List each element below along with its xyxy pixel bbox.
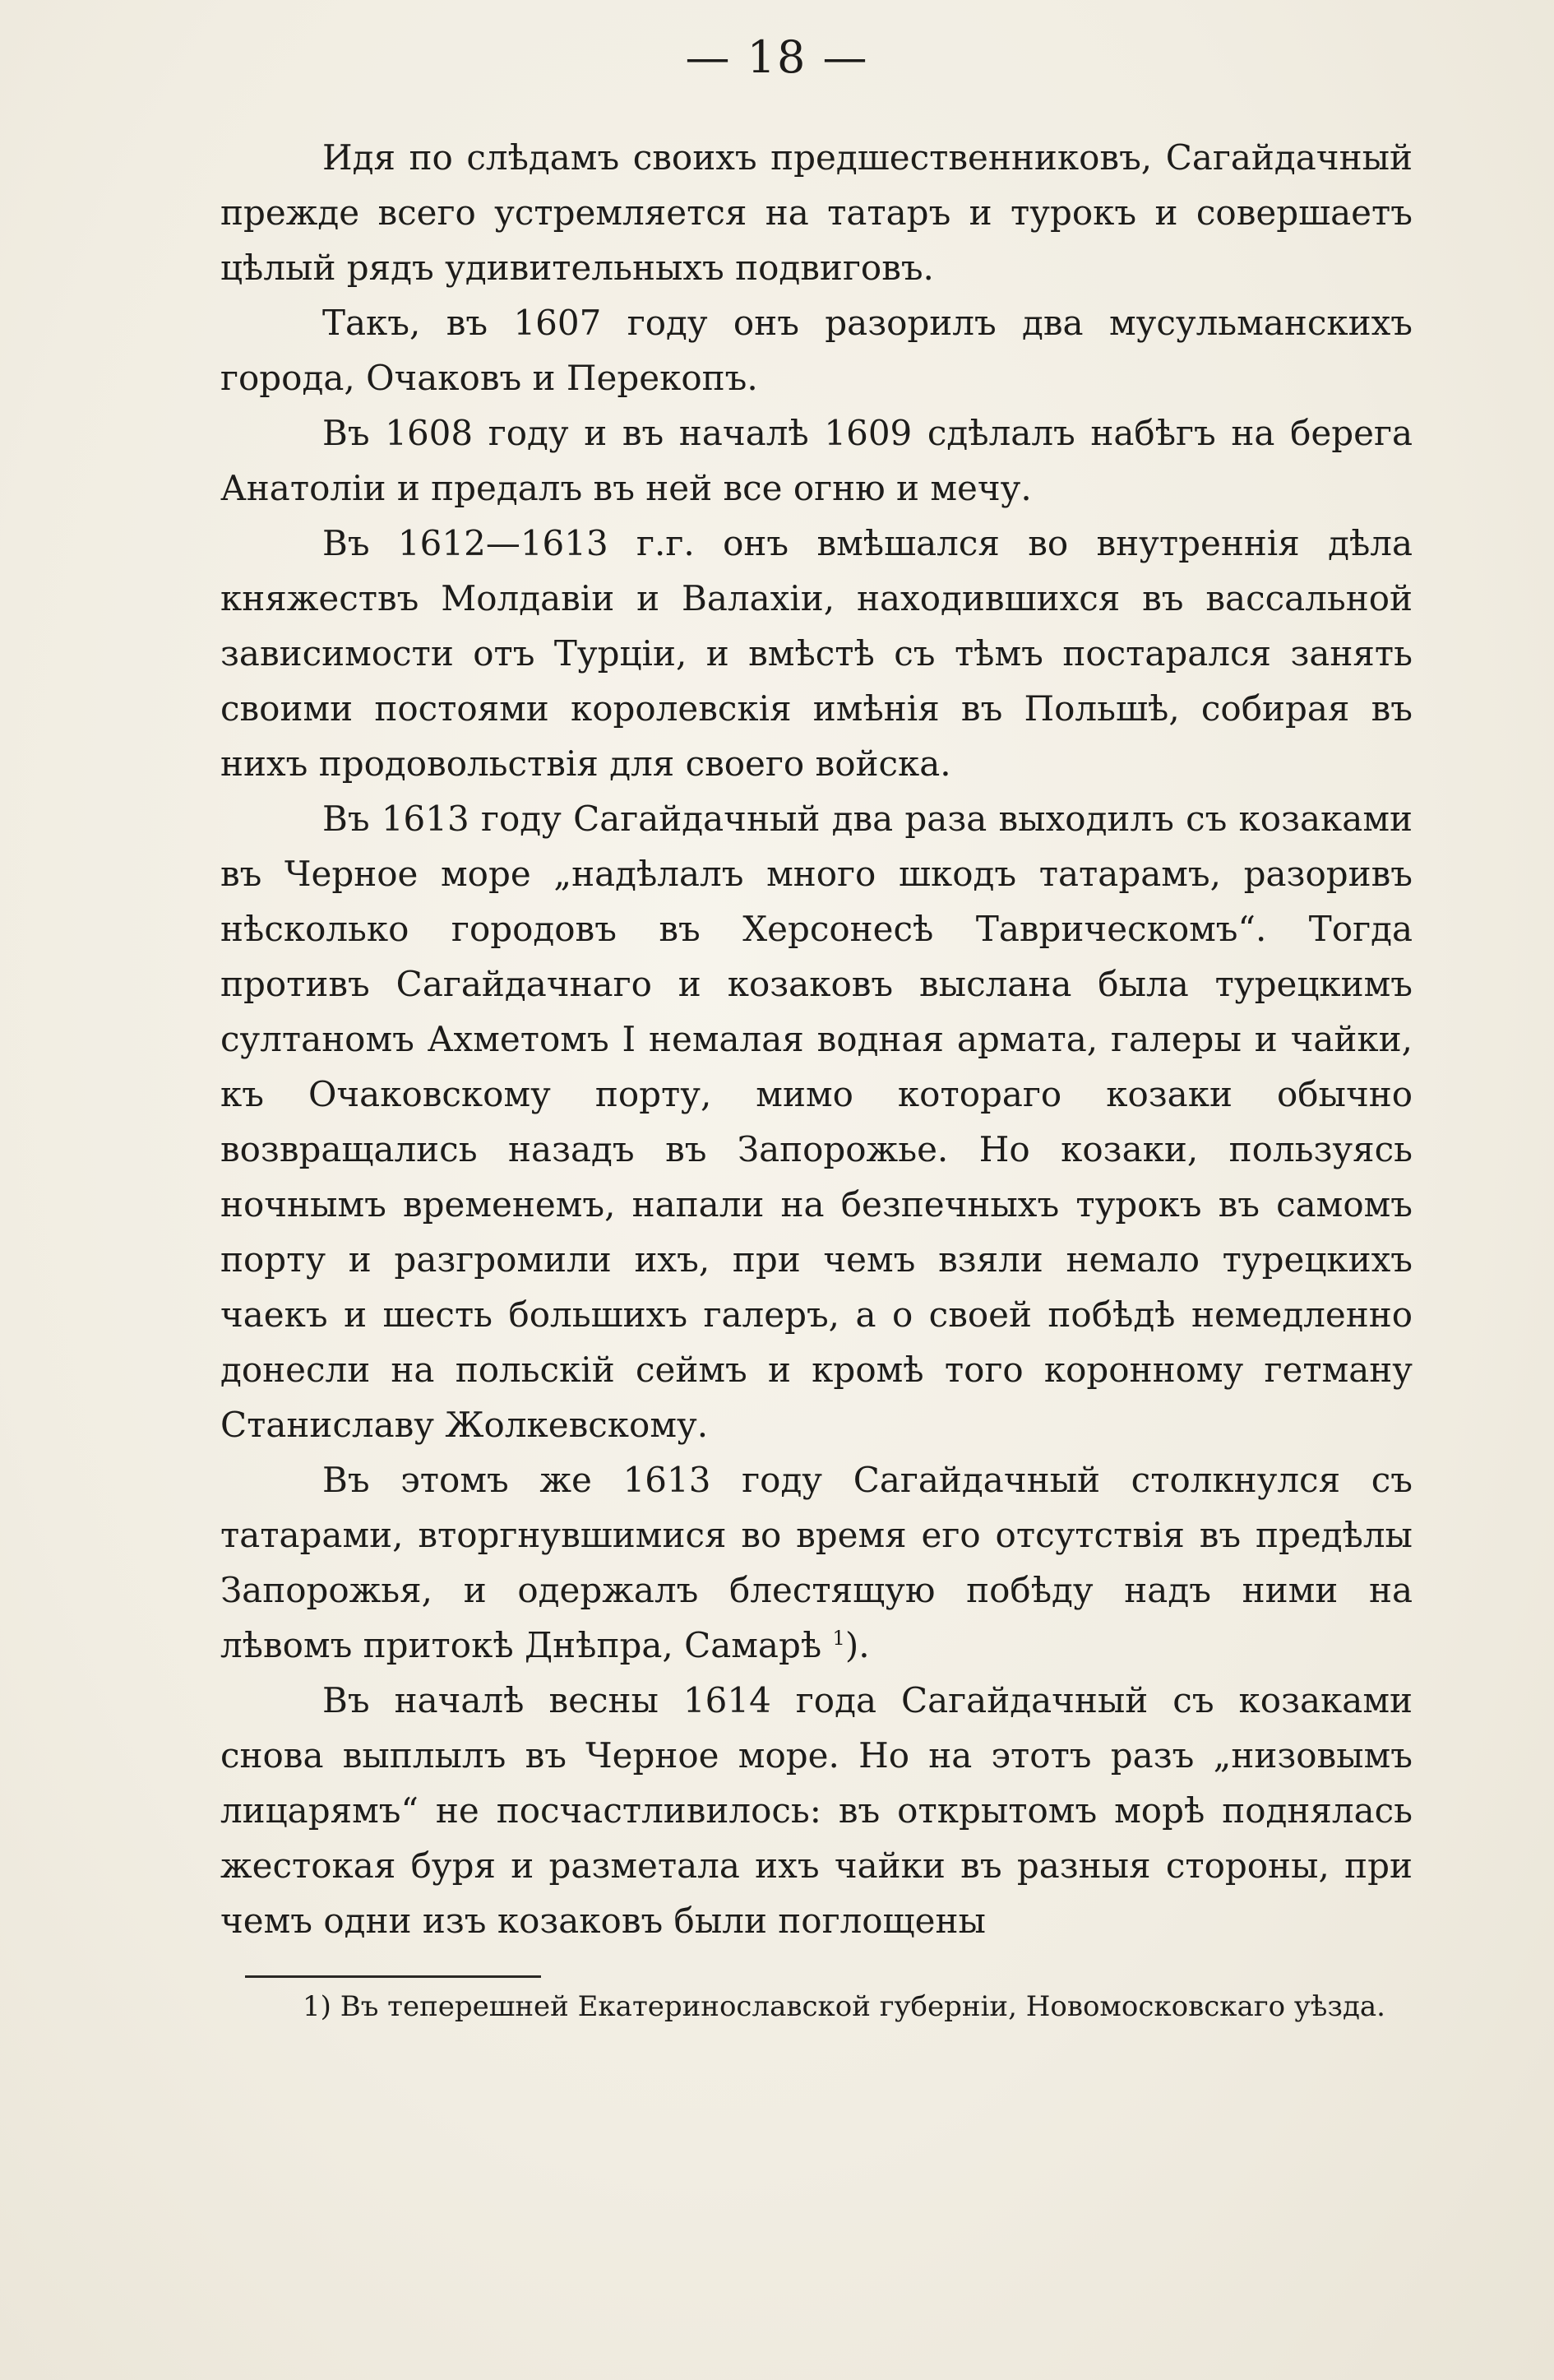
footnote: [303, 1982, 1413, 2031]
body-text: [220, 130, 1413, 1948]
footnote-divider: [245, 1975, 541, 1978]
paragraph-4: Въ 1612—1613 г.г. онъ вмѣшался во внутреннія дѣла княжествъ Молдавіи и Валахіи, находившихся въ вассальной зависимости отъ Турціи, и вмѣстѣ съ тѣмъ постарался занять своими постоями королевскія имѣнія въ Польшѣ, собирая въ нихъ продовольствія для своего войска.: [220, 523, 1413, 784]
paragraph-2: Такъ, въ 1607 году онъ разорилъ два мусульманскихъ города, Очаковъ и Перекопъ.: [220, 303, 1413, 398]
footnote-reference-closing: ).: [844, 1625, 870, 1665]
paragraph-7: Въ началѣ весны 1614 года Сагайдачный съ козаками снова выплылъ въ Черное море. Но на этотъ разъ „низовымъ лицарямъ“ не посчастливилось: въ открытомъ морѣ поднялась жестокая буря и разметала ихъ чайки въ разныя стороны, при чемъ одни изъ козаковъ были поглощены: [220, 1680, 1413, 1941]
footnote-reference[interactable]: 1: [832, 1627, 845, 1650]
paragraph-6: [220, 1452, 1413, 1673]
footnote-marker: 1): [303, 1990, 331, 2023]
paragraph-1: Идя по слѣдамъ своихъ предшественниковъ, Сагайдачный прежде всего устремляется на татаръ и турокъ и совершаетъ цѣлый рядъ удивительныхъ подвиговъ.: [220, 137, 1413, 288]
paragraph-6-text: Въ этомъ же 1613 году Сагайдачный столкнулся съ татарами, вторгнувшимися во время его отсутствія въ предѣлы Запорожья, и одержалъ блестящую побѣду надъ ними на лѣвомъ притокѣ Днѣпра, Самарѣ: [220, 1460, 1413, 1665]
paragraph-3: Въ 1608 году и въ началѣ 1609 сдѣлалъ набѣгъ на берега Анатоліи и предалъ въ ней все огню и мечу.: [220, 413, 1413, 508]
page-number: — 18 —: [685, 31, 869, 83]
footnote-line: [245, 1982, 1413, 2031]
paragraph-5: Въ 1613 году Сагайдачный два раза выходилъ съ козаками въ Черное море „надѣлалъ много шкодъ татарамъ, разоривъ нѣсколько городовъ въ Херсонесѣ Таврическомъ“. Тогда противъ Сагайдачнаго и козаковъ выслана была турецкимъ султаномъ Ахметомъ I немалая водная армата, галеры и чайки, къ Очаковскому порту, мимо котораго козаки обычно возвращались назадъ въ Запорожье. Но козаки, пользуясь ночнымъ временемъ, напали на безпечныхъ турокъ въ самомъ порту и разгромили ихъ, при чемъ взяли немало турецкихъ чаекъ и шесть большихъ галеръ, а о своей побѣдѣ немедленно донесли на польскій сеймъ и кромѣ того коронному гетману Станиславу Жолкевскому.: [220, 799, 1413, 1445]
footnote-text: Въ теперешней Екатеринославской губерніи, Новомосковскаго уѣзда.: [340, 1990, 1385, 2023]
